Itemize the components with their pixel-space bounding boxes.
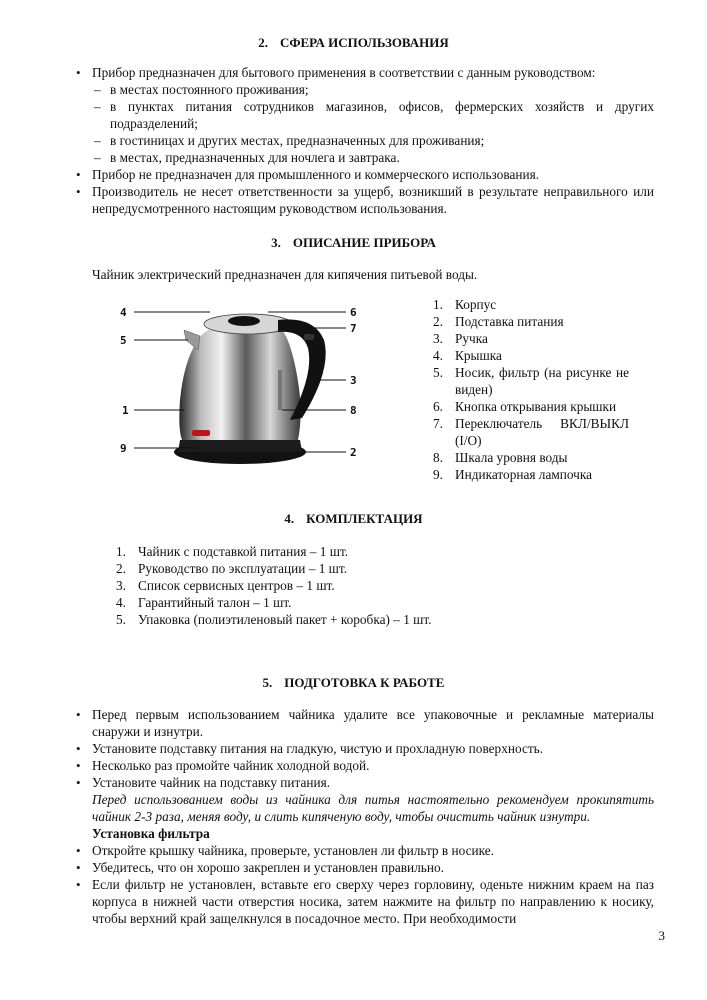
lid-button xyxy=(304,334,314,340)
list-item: • Перед первым использованием чайника удалите все упаковочные и рекламные материалы снаружи и изнутри. xyxy=(76,706,654,740)
section-2-heading xyxy=(0,34,707,51)
list-item: 1. Чайник с подставкой питания – 1 шт. xyxy=(116,544,349,559)
label-6: 6 xyxy=(350,306,357,319)
section-number: 2. xyxy=(258,35,268,50)
list-item: • Несколько раз промойте чайник холодной водой. xyxy=(76,757,654,774)
list-item: 4. Крышка xyxy=(433,348,502,363)
list-item: 9. Индикаторная лампочка xyxy=(433,467,593,482)
list-item: • Убедитесь, что он хорошо закреплен и установлен правильно. xyxy=(76,859,654,876)
section-3-heading xyxy=(0,234,707,251)
list-item: 2. Руководство по эксплуатации – 1 шт. xyxy=(116,561,348,576)
sub-list xyxy=(92,81,654,166)
label-7: 7 xyxy=(350,322,357,335)
list-item: 5. Носик, фильтр (на рисунке не виден) xyxy=(433,365,629,397)
list-item: 3. Ручка xyxy=(433,331,488,346)
section-title: ОПИСАНИЕ ПРИБОРА xyxy=(292,235,436,250)
list-item: • Прибор предназначен для бытового применения в соответствии с данным руководством: – в местах постоянного проживания; – в пунктах питания сотрудников магазинов, офисов, фермерских хозяйств и других подразделений; – в гостиницах и других местах, предназначенных для проживания; – в местах, предназначенных для ночлега и завтрака. xyxy=(76,64,654,166)
list-item: 7. Переключатель ВКЛ/ВЫКЛ (I/O) xyxy=(433,416,629,448)
section-5-list xyxy=(76,706,654,927)
label-5: 5 xyxy=(120,334,127,347)
subheading: Установка фильтра xyxy=(92,826,210,841)
list-item: 8. Шкала уровня воды xyxy=(433,450,568,465)
sub-list-item: – в местах постоянного проживания; xyxy=(92,81,654,98)
indicator-lamp xyxy=(192,430,210,436)
section-number: 5. xyxy=(262,675,273,690)
sub-list-item: – в гостиницах и других местах, предназначенных для проживания; xyxy=(92,132,654,149)
kettle-diagram xyxy=(118,300,368,468)
list-item: • Производитель не несет ответственности за ущерб, возникший в результате неправильного или непредусмотренного настоящим руководством использования. xyxy=(76,183,654,217)
label-8: 8 xyxy=(350,404,357,417)
section-number: 4. xyxy=(284,511,295,526)
section-4-heading xyxy=(0,510,707,527)
list-item: 1. Корпус xyxy=(433,297,497,312)
note-text: Перед использованием воды из чайника для питья настоятельно рекомендуем прокипятить чайник 2-3 раза, меняя воду, и слить кипяченую воду, чтобы очистить чайник изнутри. xyxy=(92,792,654,824)
water-level-scale xyxy=(278,370,282,410)
list-item: • Если фильтр не установлен, вставьте его сверху через горловину, оденьте нижним краем на паз корпуса в нижней части отверстия носика, затем нажмите на фильтр по направлению к носику, чтобы верхний край защелкнулся в посадочное место. При необходимости xyxy=(76,876,654,927)
section-3-intro: Чайник электрический предназначен для кипячения питьевой воды. xyxy=(92,267,478,282)
list-item: • Установите чайник на подставку питания. Перед использованием воды из чайника для питья настоятельно рекомендуем прокипятить чайник 2-3 раза, меняя воду, и слить кипяченую воду, чтобы очистить чайник изнутри. Установка фильтра xyxy=(76,774,654,842)
lid-knob xyxy=(228,316,260,326)
label-3: 3 xyxy=(350,374,357,387)
section-2-list xyxy=(76,64,654,217)
section-title: КОМПЛЕКТАЦИЯ xyxy=(306,511,423,526)
list-item: • Установите подставку питания на гладкую, чистую и прохладную поверхность. xyxy=(76,740,654,757)
parts-list xyxy=(433,296,629,483)
list-item: • Откройте крышку чайника, проверьте, установлен ли фильтр в носике. xyxy=(76,842,654,859)
label-1: 1 xyxy=(122,404,129,417)
list-item: 2. Подставка питания xyxy=(433,314,564,329)
list-item: 6. Кнопка открывания крышки xyxy=(433,399,617,414)
contents-list xyxy=(116,543,536,628)
label-2: 2 xyxy=(350,446,357,459)
list-item: 5. Упаковка (полиэтиленовый пакет + коробка) – 1 шт. xyxy=(116,612,432,627)
list-item: 3. Список сервисных центров – 1 шт. xyxy=(116,578,335,593)
sub-list-item: – в пунктах питания сотрудников магазинов, офисов, фермерских хозяйств и других подразделений; xyxy=(92,98,654,132)
section-5-heading xyxy=(0,674,707,691)
sub-list-item: – в местах, предназначенных для ночлега и завтрака. xyxy=(92,149,654,166)
page-number: 3 xyxy=(658,928,665,943)
label-9: 9 xyxy=(120,442,127,455)
list-item: 4. Гарантийный талон – 1 шт. xyxy=(116,595,292,610)
section-number: 3. xyxy=(271,235,281,250)
section-title: СФЕРА ИСПОЛЬЗОВАНИЯ xyxy=(279,35,449,50)
base-top xyxy=(178,440,302,452)
list-item: • Прибор не предназначен для промышленного и коммерческого использования. xyxy=(76,166,654,183)
label-4: 4 xyxy=(120,306,127,319)
section-title: ПОДГОТОВКА К РАБОТЕ xyxy=(284,675,445,690)
